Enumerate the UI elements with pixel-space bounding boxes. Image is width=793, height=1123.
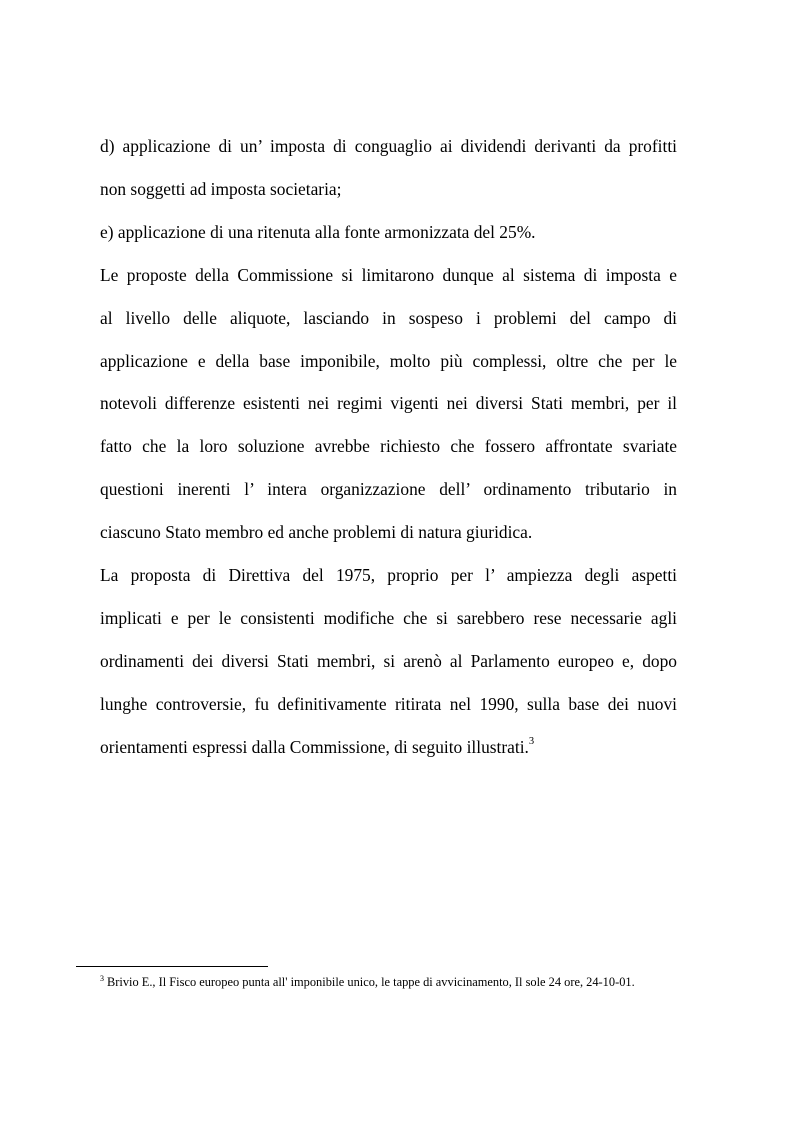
text-line: Le proposte della Commissione si limitarono dunque al sistema di imposta e [100,264,677,285]
text-line: e) applicazione di una ritenuta alla fonte armonizzata del 25%. [100,221,536,242]
text-line: notevoli differenze esistenti nei regimi vigenti nei diversi Stati membri, per il [100,393,677,414]
text-line: applicazione e della base imponibile, molto più complessi, oltre che per le [100,350,677,371]
paragraph-item-e [100,211,677,254]
footnote-number: 3 [100,974,104,983]
text-line-last [100,726,677,769]
text-line: La proposta di Direttiva del 1975, proprio per l’ ampiezza degli aspetti [100,565,677,586]
text-line: questioni inerenti l’ intera organizzazione dell’ ordinamento tributario in [100,479,677,500]
text-line: d) applicazione di un’ imposta di conguaglio ai dividendi derivanti da profitti [100,136,677,156]
text-line: non soggetti ad imposta societaria; [100,178,342,199]
text-line-content: orientamenti espressi dalla Commissione, di seguito illustrati. [100,736,529,757]
footnote-reference[interactable]: 3 [528,735,535,747]
paragraph-directive-1975 [100,554,677,769]
body-text [100,125,677,769]
text-line: ordinamenti dei diversi Stati membri, si arenò al Parlamento europeo e, dopo [100,650,677,671]
footnote-text: Brivio E., Il Fisco europeo punta all' imponibile unico, le tappe di avvicinamento, Il sole 24 ore, 24-10-01. [107,975,635,989]
text-line: fatto che la loro soluzione avrebbe richiesto che fossero affrontate svariate [100,436,677,457]
paragraph-commission-proposals [100,254,677,554]
text-line: lunghe controversie, fu definitivamente ritirata nel 1990, sulla base dei nuovi [100,693,677,714]
paragraph-item-d [100,125,677,211]
text-line: ciascuno Stato membro ed anche problemi di natura giuridica. [100,522,533,543]
footnote [100,973,720,991]
footnote-separator [76,966,268,967]
text-line: al livello delle aliquote, lasciando in sospeso i problemi del campo di [100,307,677,328]
text-line: implicati e per le consistenti modifiche che si sarebbero rese necessarie agli [100,607,677,628]
